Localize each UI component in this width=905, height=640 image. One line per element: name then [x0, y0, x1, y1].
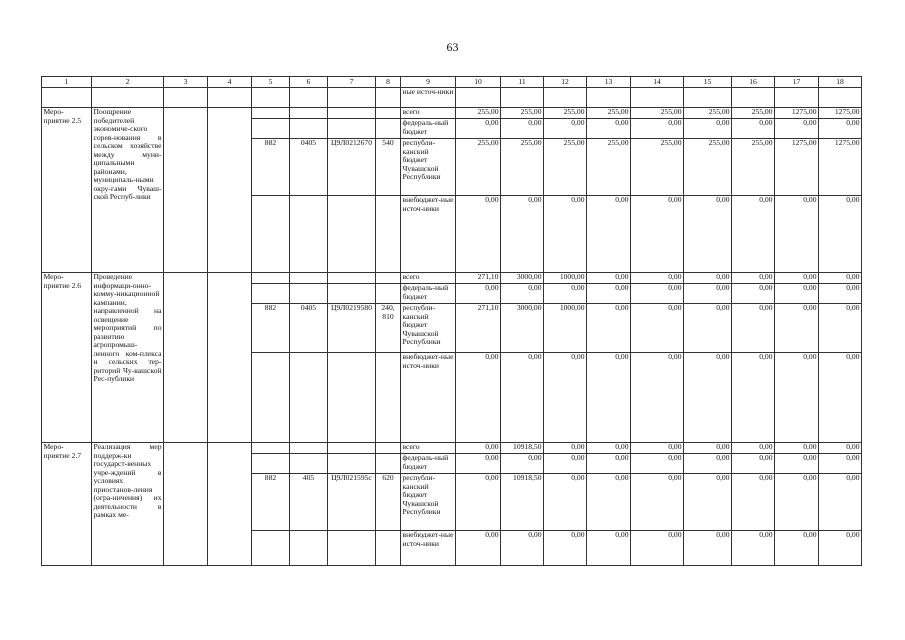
- value-cell: 0,00: [684, 196, 732, 273]
- value-cell: 0,00: [819, 474, 862, 531]
- value-cell: 255,00: [587, 108, 631, 119]
- table-cell: [775, 88, 819, 108]
- table-cell: [252, 88, 290, 108]
- value-cell: 271,10: [456, 304, 501, 353]
- value-cell: 0,00: [684, 443, 732, 454]
- value-cell: 0,00: [819, 119, 862, 139]
- source-cell: внебюджет-ные источ-ники: [401, 531, 456, 566]
- table-cell: [376, 196, 401, 273]
- value-cell: 1000,00: [544, 304, 587, 353]
- table-cell: [290, 284, 328, 304]
- value-cell: 0,00: [456, 196, 501, 273]
- value-cell: 0,00: [732, 443, 775, 454]
- measure-description: Проведение информаци-онно-комму-никационной кампании, направленной на освещение мероприятий по развитию агропромыш-ленного ком-плекса и сельских тер-риторий Чу-вашской Рес-публики: [92, 273, 164, 443]
- rzpr-code: 0405: [290, 304, 328, 353]
- column-header: 2: [92, 77, 164, 88]
- value-cell: 0,00: [819, 284, 862, 304]
- column-header: 14: [631, 77, 684, 88]
- value-cell: 0,00: [456, 119, 501, 139]
- csr-code: Ц9Л0212670: [328, 139, 376, 196]
- value-cell: 0,00: [732, 196, 775, 273]
- column-header: 11: [501, 77, 544, 88]
- column-header: 8: [376, 77, 401, 88]
- value-cell: 255,00: [732, 139, 775, 196]
- value-cell: 0,00: [501, 531, 544, 566]
- grbs-code: 882: [252, 474, 290, 531]
- source-cell: ные источ-ники: [401, 88, 456, 108]
- table-cell: [376, 443, 401, 454]
- value-cell: 0,00: [456, 454, 501, 474]
- table-cell: [376, 108, 401, 119]
- value-cell: 0,00: [587, 196, 631, 273]
- value-cell: 0,00: [456, 474, 501, 531]
- table-cell: [252, 353, 290, 443]
- table-row: [42, 443, 862, 454]
- value-cell: 1275,00: [819, 108, 862, 119]
- source-cell: внебюджет-ные источ-ники: [401, 353, 456, 443]
- value-cell: 0,00: [819, 304, 862, 353]
- value-cell: 0,00: [456, 284, 501, 304]
- table-cell: [376, 119, 401, 139]
- table-cell: [328, 196, 376, 273]
- rzpr-code: 0405: [290, 139, 328, 196]
- page-number: 63: [446, 40, 459, 54]
- value-cell: 0,00: [631, 119, 684, 139]
- value-cell: 0,00: [501, 454, 544, 474]
- table-cell: [252, 454, 290, 474]
- table-cell: [290, 108, 328, 119]
- table-cell: [208, 273, 252, 443]
- table-cell: [376, 284, 401, 304]
- table-cell: [92, 88, 164, 108]
- value-cell: 0,00: [775, 196, 819, 273]
- table-cell: [290, 196, 328, 273]
- column-header: 18: [819, 77, 862, 88]
- value-cell: 1275,00: [775, 108, 819, 119]
- table-row: [42, 273, 862, 284]
- value-cell: 0,00: [587, 531, 631, 566]
- table-cell: [290, 531, 328, 566]
- column-header: 5: [252, 77, 290, 88]
- value-cell: 0,00: [587, 474, 631, 531]
- table-cell: [376, 353, 401, 443]
- column-header: 1: [42, 77, 92, 88]
- source-cell: республи-канский бюджет Чувашской Республики: [401, 474, 456, 531]
- value-cell: 255,00: [587, 139, 631, 196]
- value-cell: 0,00: [587, 443, 631, 454]
- value-cell: 0,00: [684, 273, 732, 284]
- table-cell: [376, 454, 401, 474]
- source-cell: всего: [401, 273, 456, 284]
- value-cell: 0,00: [544, 474, 587, 531]
- value-cell: 3000,00: [501, 304, 544, 353]
- value-cell: 0,00: [732, 353, 775, 443]
- table-cell: [819, 88, 862, 108]
- value-cell: 0,00: [456, 531, 501, 566]
- value-cell: 0,00: [501, 284, 544, 304]
- value-cell: 255,00: [732, 108, 775, 119]
- column-header: 6: [290, 77, 328, 88]
- value-cell: 0,00: [775, 119, 819, 139]
- table-cell: [587, 88, 631, 108]
- table-cell: [252, 273, 290, 284]
- value-cell: 255,00: [544, 139, 587, 196]
- value-cell: 0,00: [732, 273, 775, 284]
- table-cell: [164, 443, 208, 566]
- rzpr-code: 405: [290, 474, 328, 531]
- value-cell: 0,00: [544, 353, 587, 443]
- table-row: [42, 88, 862, 108]
- table-cell: [252, 531, 290, 566]
- table-cell: [376, 273, 401, 284]
- table-cell: [544, 88, 587, 108]
- value-cell: 0,00: [775, 443, 819, 454]
- column-header: 17: [775, 77, 819, 88]
- table-cell: [290, 353, 328, 443]
- column-header: 15: [684, 77, 732, 88]
- table-cell: [164, 273, 208, 443]
- value-cell: 0,00: [732, 119, 775, 139]
- value-cell: 10918,50: [501, 474, 544, 531]
- value-cell: 0,00: [501, 119, 544, 139]
- value-cell: 0,00: [819, 443, 862, 454]
- value-cell: 0,00: [501, 196, 544, 273]
- measure-label: Меро-приятие 2.7: [42, 443, 92, 566]
- value-cell: 255,00: [456, 108, 501, 119]
- source-cell: федераль-ный бюджет: [401, 119, 456, 139]
- value-cell: 0,00: [775, 273, 819, 284]
- value-cell: 0,00: [631, 304, 684, 353]
- value-cell: 0,00: [631, 284, 684, 304]
- table-cell: [328, 454, 376, 474]
- table-cell: [164, 108, 208, 273]
- value-cell: 0,00: [819, 454, 862, 474]
- vr-code: 540: [376, 139, 401, 196]
- value-cell: 0,00: [587, 454, 631, 474]
- value-cell: 0,00: [544, 531, 587, 566]
- table-cell: [208, 443, 252, 566]
- header-row: [42, 77, 862, 88]
- vr-code: 240, 810: [376, 304, 401, 353]
- value-cell: 0,00: [684, 454, 732, 474]
- measure-description: Реализация мер поддерж-ки государст-венных учре-ждений в условиях приостанов-ления (огра-ничения) их деятельности в рамках ме-: [92, 443, 164, 566]
- value-cell: 0,00: [819, 353, 862, 443]
- value-cell: 255,00: [684, 108, 732, 119]
- table-cell: [328, 108, 376, 119]
- value-cell: 0,00: [775, 353, 819, 443]
- table-cell: [252, 284, 290, 304]
- measure-description: Поощрение победителей экономиче-ского сорев-нования в сельском хозяйстве между муни-ципальными районами, муниципаль-ными окру-гами Чуваш-ской Респуб-лики: [92, 108, 164, 273]
- value-cell: 0,00: [732, 531, 775, 566]
- table-cell: [164, 88, 208, 108]
- value-cell: 1275,00: [819, 139, 862, 196]
- value-cell: 0,00: [587, 284, 631, 304]
- source-cell: республи-канский бюджет Чувашской Республики: [401, 139, 456, 196]
- value-cell: 0,00: [631, 196, 684, 273]
- value-cell: 0,00: [544, 119, 587, 139]
- value-cell: 0,00: [684, 119, 732, 139]
- csr-code: Ц9Л021595с: [328, 474, 376, 531]
- value-cell: 0,00: [684, 353, 732, 443]
- measure-label: Меро-приятие 2.5: [42, 108, 92, 273]
- value-cell: 0,00: [819, 196, 862, 273]
- table-cell: [252, 196, 290, 273]
- table-cell: [456, 88, 501, 108]
- value-cell: 0,00: [587, 353, 631, 443]
- value-cell: 0,00: [732, 284, 775, 304]
- table-cell: [501, 88, 544, 108]
- table-cell: [376, 88, 401, 108]
- value-cell: 0,00: [544, 443, 587, 454]
- column-header: 4: [208, 77, 252, 88]
- value-cell: 0,00: [631, 474, 684, 531]
- table-cell: [252, 443, 290, 454]
- value-cell: 0,00: [544, 454, 587, 474]
- value-cell: 0,00: [631, 273, 684, 284]
- value-cell: 0,00: [456, 443, 501, 454]
- table-cell: [376, 531, 401, 566]
- value-cell: 0,00: [587, 304, 631, 353]
- value-cell: 0,00: [684, 531, 732, 566]
- value-cell: 255,00: [631, 108, 684, 119]
- value-cell: 0,00: [732, 304, 775, 353]
- value-cell: 0,00: [775, 454, 819, 474]
- table-cell: [290, 273, 328, 284]
- table-cell: [684, 88, 732, 108]
- value-cell: 0,00: [775, 531, 819, 566]
- column-header: 3: [164, 77, 208, 88]
- table-row: [42, 108, 862, 119]
- csr-code: Ц9Л0219580: [328, 304, 376, 353]
- value-cell: 0,00: [684, 474, 732, 531]
- value-cell: 0,00: [819, 531, 862, 566]
- table-cell: [328, 443, 376, 454]
- table-cell: [328, 119, 376, 139]
- column-header: 12: [544, 77, 587, 88]
- value-cell: 0,00: [732, 474, 775, 531]
- value-cell: 10918,50: [501, 443, 544, 454]
- source-cell: республи-канский бюджет Чувашской Республики: [401, 304, 456, 353]
- source-cell: федераль-ный бюджет: [401, 454, 456, 474]
- value-cell: 0,00: [544, 196, 587, 273]
- table-cell: [328, 273, 376, 284]
- table-cell: [732, 88, 775, 108]
- value-cell: 0,00: [684, 304, 732, 353]
- table-cell: [208, 108, 252, 273]
- table-cell: [290, 119, 328, 139]
- source-cell: всего: [401, 443, 456, 454]
- source-cell: федераль-ный бюджет: [401, 284, 456, 304]
- value-cell: 0,00: [544, 284, 587, 304]
- value-cell: 255,00: [544, 108, 587, 119]
- value-cell: 0,00: [631, 353, 684, 443]
- value-cell: 0,00: [587, 119, 631, 139]
- table-cell: [631, 88, 684, 108]
- value-cell: 0,00: [775, 284, 819, 304]
- value-cell: 255,00: [684, 139, 732, 196]
- value-cell: 0,00: [631, 531, 684, 566]
- column-header: 16: [732, 77, 775, 88]
- column-header: 7: [328, 77, 376, 88]
- column-header: 13: [587, 77, 631, 88]
- table-cell: [328, 353, 376, 443]
- value-cell: 0,00: [684, 284, 732, 304]
- measure-label: Меро-приятие 2.6: [42, 273, 92, 443]
- value-cell: 271,10: [456, 273, 501, 284]
- source-cell: внебюджет-ные источ-ники: [401, 196, 456, 273]
- source-cell: всего: [401, 108, 456, 119]
- table-cell: [252, 119, 290, 139]
- value-cell: 0,00: [732, 454, 775, 474]
- value-cell: 3000,00: [501, 273, 544, 284]
- value-cell: 1275,00: [775, 139, 819, 196]
- table-cell: [328, 531, 376, 566]
- value-cell: 0,00: [501, 353, 544, 443]
- grbs-code: 882: [252, 304, 290, 353]
- value-cell: 255,00: [501, 108, 544, 119]
- vr-code: 620: [376, 474, 401, 531]
- value-cell: 0,00: [775, 474, 819, 531]
- value-cell: 0,00: [587, 273, 631, 284]
- value-cell: 0,00: [631, 443, 684, 454]
- table-cell: [252, 108, 290, 119]
- grbs-code: 882: [252, 139, 290, 196]
- budget-table: [41, 76, 862, 566]
- value-cell: 0,00: [631, 454, 684, 474]
- table-cell: [290, 443, 328, 454]
- value-cell: 255,00: [501, 139, 544, 196]
- column-header: 9: [401, 77, 456, 88]
- table-cell: [290, 88, 328, 108]
- column-header: 10: [456, 77, 501, 88]
- value-cell: 255,00: [631, 139, 684, 196]
- value-cell: 0,00: [775, 304, 819, 353]
- table-cell: [42, 88, 92, 108]
- table-cell: [208, 88, 252, 108]
- value-cell: 0,00: [819, 273, 862, 284]
- table-cell: [290, 454, 328, 474]
- table-cell: [328, 284, 376, 304]
- value-cell: 0,00: [456, 353, 501, 443]
- value-cell: 255,00: [456, 139, 501, 196]
- table-cell: [328, 88, 376, 108]
- value-cell: 1000,00: [544, 273, 587, 284]
